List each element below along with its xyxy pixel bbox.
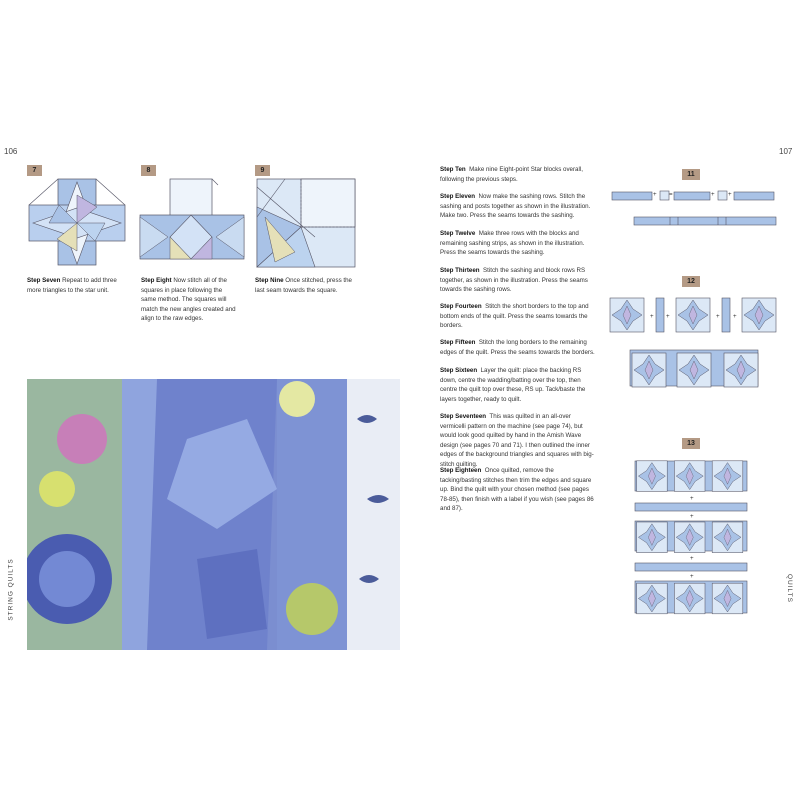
figure-9-stitched-corner (255, 177, 360, 272)
figure-number-8: 8 (141, 165, 156, 176)
diagram-number-13: 13 (682, 438, 700, 449)
diagram-12-plus-4: + (733, 313, 737, 320)
diagram-12-plus-1: + (650, 313, 654, 320)
figure-number-7: 7 (27, 165, 42, 176)
diagram-11-equals: = (669, 191, 673, 198)
figure-9-caption: Step Nine Once stitched, press the last seam towards the square. (255, 277, 353, 294)
diagram-13-plus-3: + (690, 555, 694, 562)
side-label-left: STRING QUILTS (7, 558, 15, 621)
step-fifteen: Step Fifteen Stitch the long borders to the remaining edges of the quilt. Press the seams towards the borders. (440, 339, 595, 356)
step-twelve: Step Twelve Make three rows with the blocks and remaining sashing strips, as shown in the illustration. Press the seams towards the sashing. (440, 230, 585, 257)
step-fourteen: Step Fourteen Stitch the short borders to the top and bottom ends of the quilt. Press the seams towards the borders. (440, 303, 589, 330)
step-seventeen: Step Seventeen This was quilted in an all-over vermicelli pattern on the machine (see page 74), but would look good quilted by hand in the Amish Wave design (see pages 70 and 71). I then outlined the inner edges of the background triangles and squares with big-stitch quilting. (440, 413, 594, 468)
diagram-11-plus-3: + (728, 191, 732, 198)
step-eighteen: Step Eighteen Once quilted, remove the tacking/basting stitches then trim the edges and square up. Bind the quilt with your chosen method (see pages 78-85), then finish with a label if you wish (see pages 86 and 87). (440, 467, 594, 513)
quilt-photo (27, 379, 400, 650)
diagram-11-sashing-row (610, 188, 780, 228)
step-ten: Step Ten Make nine Eight-point Star blocks overall, following the previous steps. (440, 166, 583, 183)
figure-7-star-unit (25, 177, 135, 272)
figure-8-squares (138, 177, 248, 272)
figure-7-caption: Step Seven Repeat to add three more triangles to the star unit. (27, 277, 117, 294)
diagram-13-plus-4: + (690, 573, 694, 580)
diagram-11-plus-1: + (653, 191, 657, 198)
step-thirteen: Step Thirteen Stitch the sashing and block rows RS together, as shown in the illustration. Press the seams towards the sashing rows. (440, 267, 588, 294)
page-number-right: 107 (779, 147, 793, 156)
diagram-12-plus-2: + (666, 313, 670, 320)
page-number-left: 106 (4, 147, 18, 156)
diagram-13-plus-2: + (690, 513, 694, 520)
step-sixteen: Step Sixteen Layer the quilt: place the backing RS down, centre the wadding/batting over the top, then centre the quilt top over these, RS up. Tack/baste the layers together, ready to quilt. (440, 367, 586, 403)
side-label-right: QUILTS (786, 574, 793, 603)
diagram-13-quilt-assembly (633, 459, 753, 619)
diagram-11-plus-2: + (711, 191, 715, 198)
diagram-number-12: 12 (682, 276, 700, 287)
step-eleven: Step Eleven Now make the sashing rows. Stitch the sashing and posts together as shown in the illustration. Make two. Press the seams towards the sashing. (440, 193, 591, 220)
diagram-number-11: 11 (682, 169, 700, 180)
figure-8-caption: Step Eight Now stitch all of the squares in place following the same method. The squares will match the new angles created and align to the raw edges. (141, 277, 236, 323)
figure-number-9: 9 (255, 165, 270, 176)
diagram-13-plus-1: + (690, 495, 694, 502)
diagram-12-block-rows (608, 296, 780, 391)
diagram-12-plus-3: + (716, 313, 720, 320)
